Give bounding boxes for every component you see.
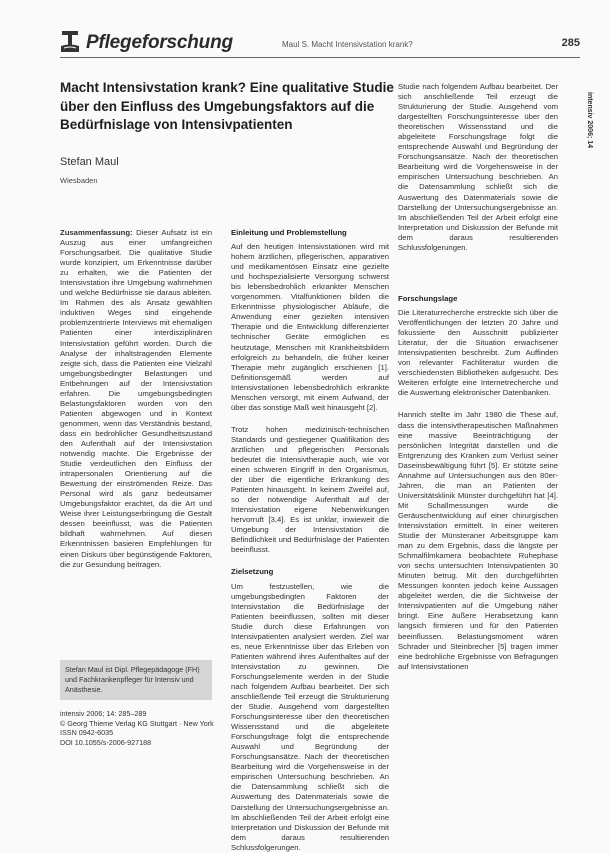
article-title: Macht Intensivstation krank? Eine qualitative Studie über den Einfluss des Umgebungsfaktors auf die Bedürfnislage von Intensivpatienten — [60, 80, 394, 132]
publisher: © Georg Thieme Verlag KG Stuttgart · New York — [60, 718, 214, 728]
paragraph: Um festzustellen, wie die umgebungsbedingten Faktoren der Intensivstation die Bedürfnislage der Patienten beeinflussen, sollten mit dieser Studie durch diese Erfahrungen von Intensivpatienten analysiert werden. Ziel war es, neue Erkenntnisse über das Erleben von Patienten während ihres Aufenthaltes auf der Intensivstation zu gewinnen. Die Forschungselemente werden in der Studie nach folgendem Aufbau bearbeitet. Der sich anschließende Teil erzeugt die Strukturierung der Studie. Ausgehend vom dargestellten Forschungsinteresse über den theoretischen Wissensstand und die abgeleitete Forschungsfrage folgt die entsprechende Auswahl und Begründung der Forschungsansätze. Nach der theoretischen Bearbeitung wird die Vorgehensweise in der empirischen Untersuchung beschrieben. An die Datensammlung schließt sich die Auswertung des Datenmaterials sowie die Darstellung der Untersuchungsergebnisse an. Im abschließenden Teil der Arbeit erfolgt eine Interpretation und Diskussion der Befunde mit dem daraus resultierenden Schlussfolgerungen. — [231, 581, 389, 852]
paragraph: Auf den heutigen Intensivstationen wird mit hohem ärztlichen, pflegerischen, apparativen und medikamentösen Einsatz eine gezielte und hochspezialisierte Versorgung schwerst bis lebensbedrohlich erkrankter Menschen vorgenommen. Vitalfunktionen bilden die Erkenntnisse physiologischer Abläufe, die Anwendung einer gezielten intensiven Therapie und die Entwicklung differenzierter technischer Geräte ermöglichen es heutzutage, Menschen mit Krankheitsbildern erfolgreich zu behandeln, die früher keiner Therapie mehr zugänglich erschienen [1]. Definitionsgemäß werden auf Intensivstationen lebensbedrohlich erkrankte Menschen versorgt, mit einem Aufwand, der über das sonstige Maß weit hinausgeht [2]. — [231, 242, 389, 412]
author-info-text: Stefan Maul ist Dipl. Pflegepädagoge (FH) und Fachkrankenpfleger für Intensiv und Anästhesie. — [65, 665, 200, 694]
paragraph-continued: Studie nach folgendem Aufbau bearbeitet. Der sich anschließende Teil erzeugt die Strukturierung der Studie. Ausgehend vom dargestellten Forschungsinteresse über den theoretischen Wissensstand und die abgeleitete Forschungsfrage folgt die entsprechende Auswahl und Begründung der Forschungsansätze. Nach der theoretischen Bearbeitung wird die Vorgehensweise in der empirischen Untersuchung beschrieben. An die Datensammlung schließt sich die Auswertung des Datenmaterials sowie die Darstellung der Untersuchungsergebnisse an. Im abschließenden Teil der Arbeit erfolgt eine Interpretation und Diskussion der Befunde mit dem daraus resultierenden Schlussfolgerungen. — [398, 82, 558, 252]
abstract — [60, 228, 212, 570]
paragraph: Hannich stellte im Jahr 1980 die These auf, dass die intensivtherapeutischen Maßnahmen eine massive Beeinträchtigung der persönlichen Integrität darstellen und die Entgrenzung des Kranken zum Verlust seiner Daseinsbewältigung führt [5]. Er stützte seine Annahme auf Untersuchungen aus den 80er-Jahren, die man an Patienten der Universitätsklinik Münster durchgeführt hat [4]. Mit Schallmessungen wurde die Geräuschentwicklung auf einer chirurgischen Intensivstation ermittelt. In einer weiteren Studie der Münsteraner Arbeitsgruppe kam man zu dem Ergebnis, dass die längste per Schmalfilmkamera beobachtete Ruhephase von sechs untersuchten Intensivpatienten 30 Minuten betrug. Mit den durchgeführten Messungen konnten jedoch keine Aussagen abgeleitet werden, die die Sichtweise der Intensivpatienten auf die Umgebung näher bringt. Eine äußere Herabsetzung kann langsich firmieren und für den Patienten beeinflussen. Belastungsmoment wären Schrader und Steinbrecher [5] tragen immer eine bedrohliche Ergebnisse von Befragungen auf Intensivstationen — [398, 410, 558, 671]
issn: ISSN 0942-6035 — [60, 728, 114, 737]
page-header — [60, 30, 580, 58]
body-column-right — [398, 82, 558, 710]
author-name: Stefan Maul — [60, 156, 119, 168]
journal-name: Pflegeforschung — [86, 32, 233, 53]
header-rule — [60, 57, 580, 58]
paragraph: Trotz hohen medizinisch-technischen Standards und gestiegener Qualifikation des ärztlichen und pflegerischen Personals bedeutet die Intensivtherapie auch, wie vor einen schweren Eingriff in den Organismus, der über die eigentliche Erkrankung des Patienten hinausgeht. In keinem Zweifel auf, so der notwendige Aufenthalt auf der Intensivstation eigene Nebenwirkungen hervorruft [3,4]. Es ist unklar, inwieweit die Umgebung der Intensivstation die Befindlichkeit und Bedürfnislage der Patienten beeinflusst. — [231, 424, 389, 555]
doi: DOI 10.1055/s-2006-927188 — [60, 737, 152, 747]
section-heading: Zielsetzung — [231, 567, 274, 577]
body-column-middle — [231, 228, 389, 852]
abstract-label: Zusammenfassung: — [60, 228, 133, 237]
page-number: 285 — [561, 37, 580, 49]
citation: intensiv 2006; 14: 285–289 — [60, 709, 147, 718]
abstract-text: Dieser Aufsatz ist ein Auszug aus einer umfangreichen Forschungsarbeit. Die qualitative Studie wurde konzipiert, um Erkenntnisse darüber zu erhalten, wie die Patienten der Intensivstation ihre Umgebung wahrnehmen und welche Bedürfnisse sie daraus ableiten. Im Rahmen des als Ansatz gewählten induktiven Weges sind eingehende problemzentrierte Interviews mit ehemaligen Patienten einer interdisziplinären Intensivstation geführt worden. Durch die Analyse der inhaltstragenden Elemente zeigte sich, dass die Patienten eine Vielzahl umgebungsbedingter Belastungen und Entbehrungen auf der Intensivstation erfahren. Die umgebungsbedingten Belastungsfaktoren wurden von den Patienten abgewogen und in Kontext genommen, wenn das Verständnis bestand, dass ein bedrohlicher Gesundheitszustand den Aufenthalt auf der Intensivstation notwendig machte. Die Ergebnisse der Studie verdeutlichen den Einfluss der intrapersonalen Orientierung auf die Bewertung der einströmenden Reize. Das Personal wird als ganz bedeutsamer Umgebungsfaktor erachtet, da die Art und Weise ihrer Leistungserbringung die Gestalt dessen beeinflusst, was die Patienten bildhaft wahrnehmen. Auf diesen Erkenntnissen basieren Empfehlungen für einen Diskurs über begünstigende Faktoren, die zur Gesundung beitragen. — [60, 228, 212, 569]
paragraph: Die Literaturrecherche erstreckte sich über die Veröffentlichungen der letzten 20 Jahre und fokussierte den Ausschnitt publizierter Literatur, der die Situation erwachsener Intensivpatienten beschreibt. Zum Auffinden von relevanter Fachliteratur wurden die verschiedensten Bibliotheken aufgesucht. Des Weiteren erfolgte eine Internetrecherche und die Auswertung elektronischer Datenbanken. — [398, 308, 558, 398]
section-heading: Einleitung und Problemstellung — [231, 228, 347, 237]
side-citation: intensiv 2006; 14 — [586, 92, 593, 149]
thieme-logo-icon — [60, 30, 80, 54]
running-title: Maul S. Macht Intensivstation krank? — [282, 40, 413, 49]
author-info-box — [60, 660, 212, 700]
section-heading: Forschungslage — [398, 294, 458, 303]
abstract-column — [60, 228, 212, 570]
author-affiliation: Wiesbaden — [60, 176, 98, 185]
publication-info — [60, 709, 220, 747]
